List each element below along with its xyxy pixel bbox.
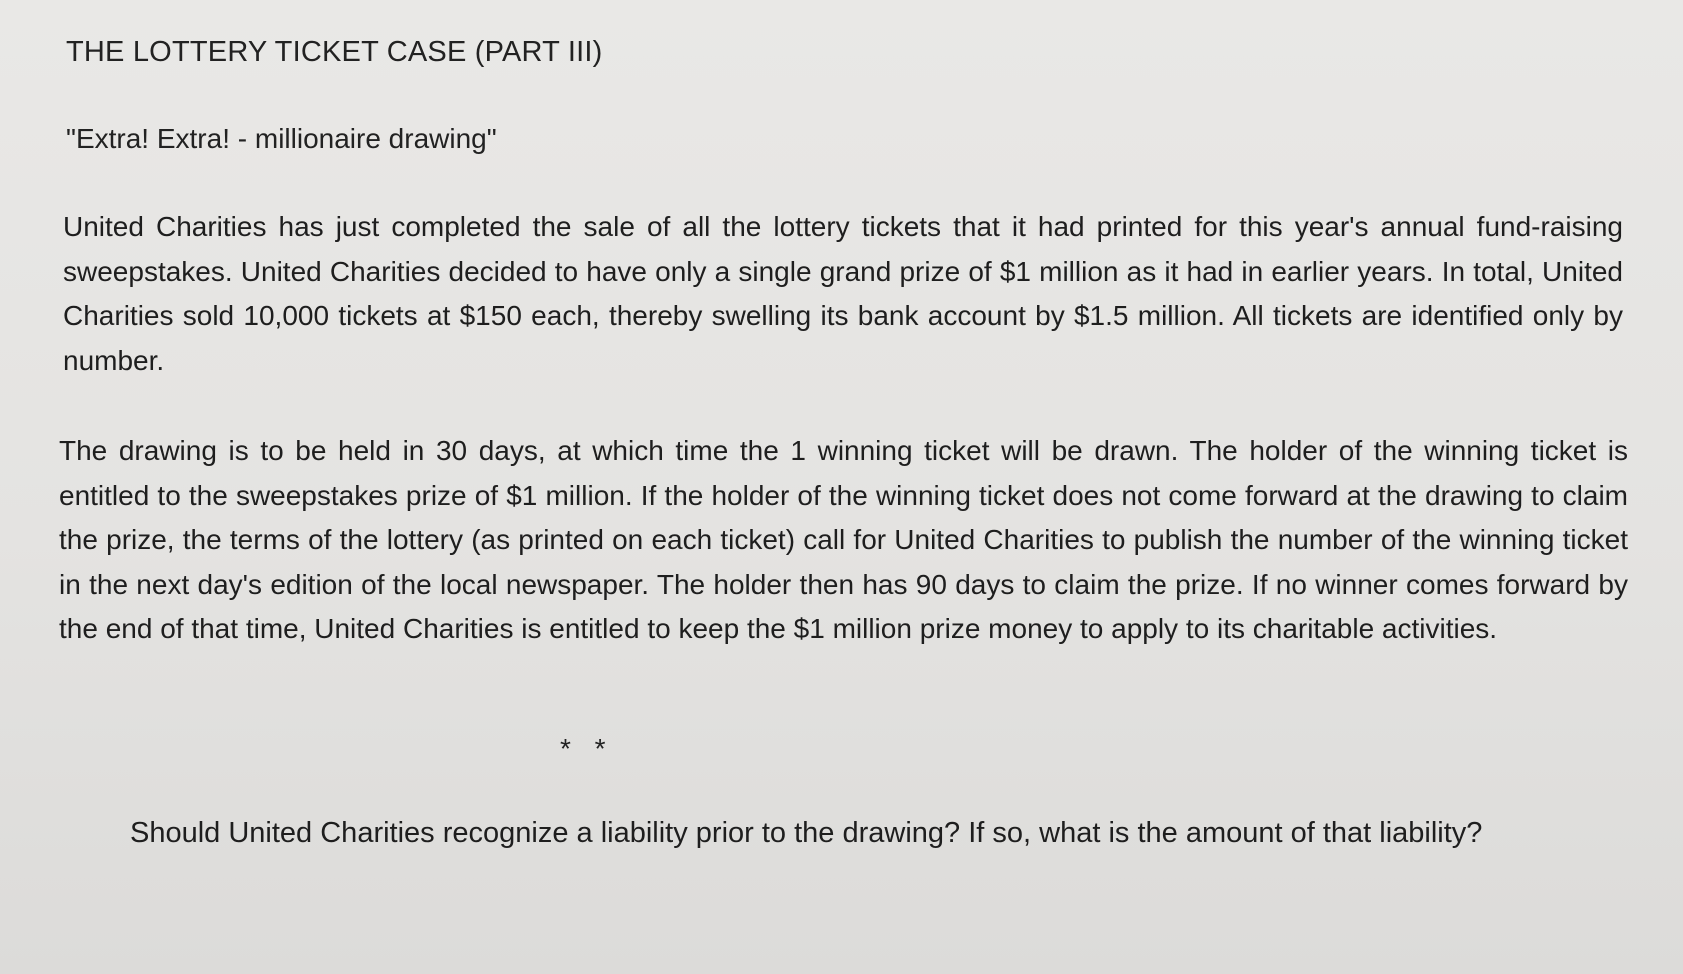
- case-question: Should United Charities recognize a liability prior to the drawing? If so, what is the amount of that liability?: [130, 817, 1483, 849]
- paragraph-sale-of-tickets: United Charities has just completed the sale of all the lottery tickets that it had printed for this year's annual fund-raising sweepstakes. United Charities decided to have only a single grand prize of $1 million as it had in earlier years. In total, United Charities sold 10,000 tickets at $150 each, thereby swelling its bank account by $1.5 million. All tickets are identified only by number.: [63, 211, 1623, 376]
- document-subtitle: "Extra! Extra! - millionaire drawing": [66, 123, 497, 154]
- document-title: THE LOTTERY TICKET CASE (PART III): [66, 36, 603, 68]
- section-separator: * *: [560, 733, 614, 764]
- paragraph-drawing-terms: The drawing is to be held in 30 days, at which time the 1 winning ticket will be drawn. The holder of the winning ticket is entitled to the sweepstakes prize of $1 million. If the holder of the winning ticket does not come forward at the drawing to claim the prize, the terms of the lottery (as printed on each ticket) call for United Charities to publish the number of the winning ticket in the next day's edition of the local newspaper. The holder then has 90 days to claim the prize. If no winner comes forward by the end of that time, United Charities is entitled to keep the $1 million prize money to apply to its charitable activities.: [59, 435, 1628, 644]
